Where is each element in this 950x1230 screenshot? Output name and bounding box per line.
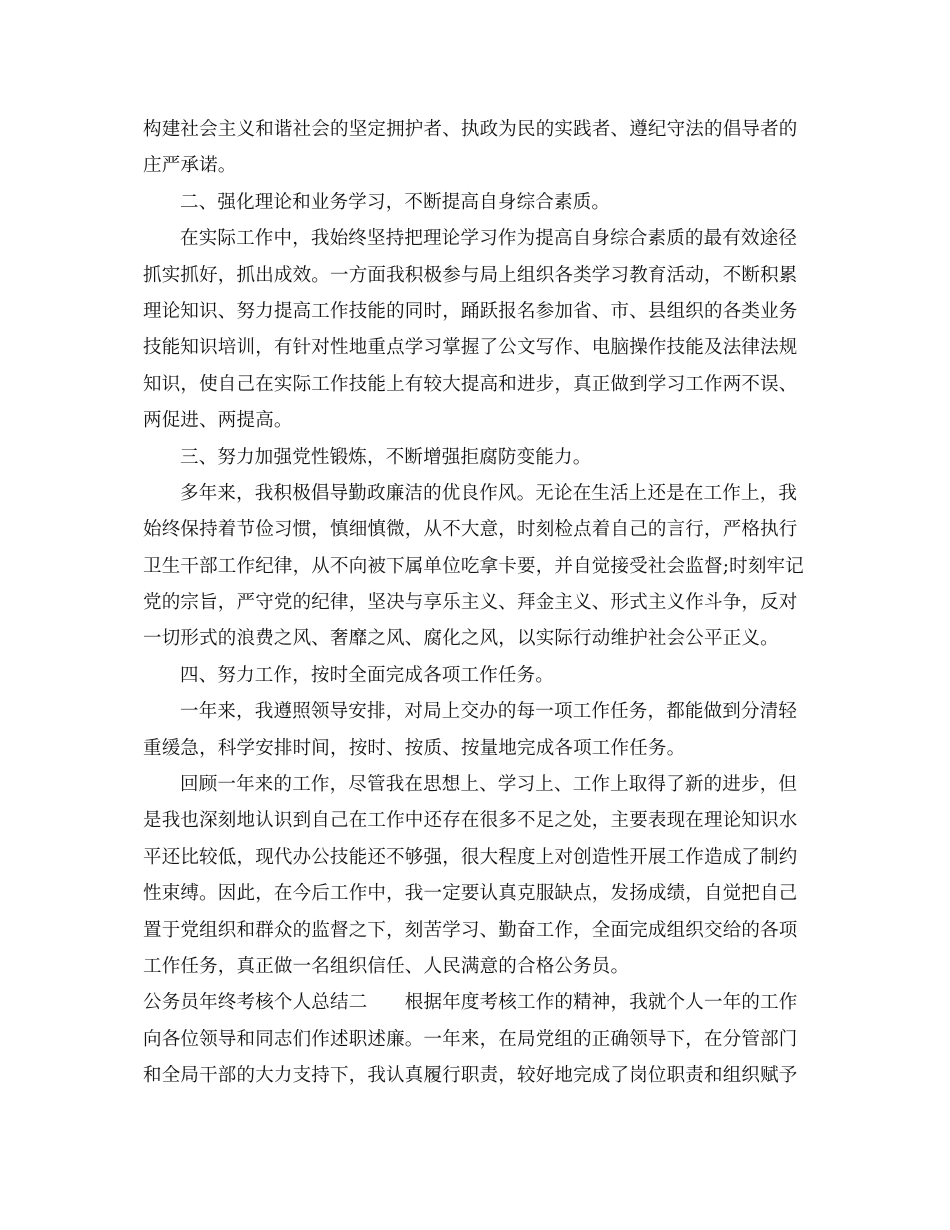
text-line: 是我也深刻地认识到自己在工作中还存在很多不足之处，主要表现在理论知识水 <box>143 810 798 832</box>
text-line: 和全局干部的大力支持下，我认真履行职责，较好地完成了岗位职责和组织赋予 <box>143 1065 798 1087</box>
text-line: 四、努力工作，按时全面完成各项工作任务。 <box>180 664 555 686</box>
text-line: 平还比较低，现代办公技能还不够强，很大程度上对创造性开展工作造成了制约 <box>143 846 798 868</box>
text-line: 三、努力加强党性锻炼，不断增强拒腐防变能力。 <box>180 446 592 468</box>
text-line: 在实际工作中，我始终坚持把理论学习作为提高自身综合素质的最有效途径 <box>180 228 798 250</box>
text-line: 回顾一年来的工作，尽管我在思想上、学习上、工作上取得了新的进步，但 <box>180 774 798 796</box>
text-line: 党的宗旨，严守党的纪律，坚决与享乐主义、拜金主义、形式主义作斗争，反对 <box>143 592 798 614</box>
text-line: 公务员年终考核个人总结二 根据年度考核工作的精神，我就个人一年的工作 <box>143 992 798 1014</box>
text-line: 置于党组织和群众的监督之下，刻苦学习、勤奋工作，全面完成组织交给的各项 <box>143 919 798 941</box>
text-line: 工作任务，真正做一名组织信任、人民满意的合格公务员。 <box>143 955 630 977</box>
text-line: 一年来，我遵照领导安排，对局上交办的每一项工作任务，都能做到分清轻 <box>180 701 798 723</box>
text-line: 抓实抓好，抓出成效。一方面我积极参与局上组织各类学习教育活动，不断积累 <box>143 264 798 286</box>
text-line: 一切形式的浪费之风、奢靡之风、腐化之风，以实际行动维护社会公平正义。 <box>143 628 779 650</box>
text-line: 二、强化理论和业务学习，不断提高自身综合素质。 <box>180 191 611 213</box>
text-line: 向各位领导和同志们作述职述廉。一年来，在局党组的正确领导下，在分管部门 <box>143 1028 798 1050</box>
text-line: 始终保持着节俭习惯，慎细慎微，从不大意，时刻检点着自己的言行，严格执行 <box>143 519 798 541</box>
text-line: 多年来，我积极倡导勤政廉洁的优良作风。无论在生活上还是在工作上，我 <box>180 482 798 504</box>
text-line: 构建社会主义和谐社会的坚定拥护者、执政为民的实践者、遵纪守法的倡导者的 <box>143 119 798 140</box>
text-line: 理论知识、努力提高工作技能的同时，踊跃报名参加省、市、县组织的各类业务 <box>143 300 798 322</box>
document-body <box>143 112 803 1095</box>
text-line: 重缓急，科学安排时间，按时、按质、按量地完成各项工作任务。 <box>143 737 686 759</box>
text-line: 两促进、两提高。 <box>143 410 293 432</box>
text-line: 性束缚。因此，在今后工作中，我一定要认真克服缺点，发扬成绩，自觉把自己 <box>143 883 798 905</box>
text-line: 技能知识培训，有针对性地重点学习掌握了公文写作、电脑操作技能及法律法规 <box>143 337 798 359</box>
text-line: 卫生干部工作纪律，从不向被下属单位吃拿卡要，并自觉接受社会监督;时刻牢记 <box>143 555 804 577</box>
text-line: 庄严承诺。 <box>143 155 237 177</box>
text-line: 知识，使自己在实际工作技能上有较大提高和进步，真正做到学习工作两不误、 <box>143 373 798 395</box>
